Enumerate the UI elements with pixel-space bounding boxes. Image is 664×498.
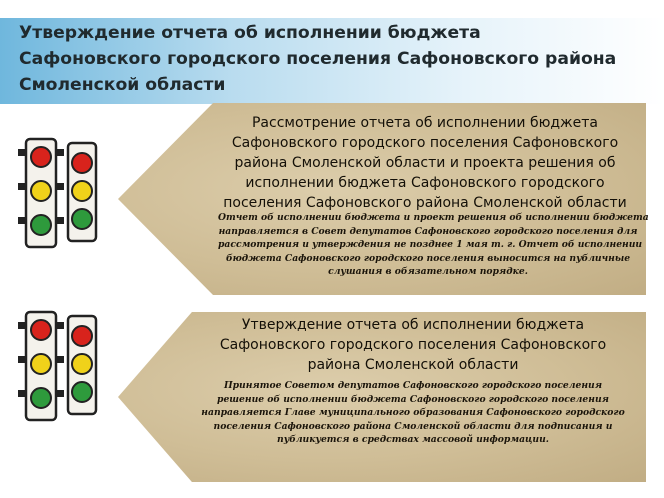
traffic-light-icon	[18, 312, 64, 420]
title-line: Сафоновского городского поселения Сафоновского района	[19, 49, 617, 69]
page-title	[19, 20, 649, 98]
note-line: Отчет об исполнении бюджета и проект решения об исполнении бюджета	[218, 212, 649, 223]
block-note	[218, 211, 649, 279]
note-line: Принятое Советом депутатов Сафоновского городского поселения	[223, 380, 603, 391]
consideration-block	[118, 103, 649, 295]
block-heading	[210, 113, 640, 213]
heading-line: Утверждение отчета об исполнении бюджета	[241, 317, 585, 333]
title-line: Утверждение отчета об исполнении бюджета	[19, 23, 481, 43]
heading-line: исполнении бюджета Сафоновского городского	[245, 175, 605, 191]
traffic-lights-group	[16, 135, 102, 257]
heading-line: района Смоленской области	[307, 357, 519, 373]
note-line: решение об исполнении бюджета Сафоновского городского поселения	[217, 393, 609, 405]
note-line: публикуется в средствах массовой информации.	[277, 434, 549, 445]
pedestrian-light-icon	[68, 143, 96, 241]
note-line: направляется Главе муниципального образования Сафоновского городского	[201, 407, 625, 418]
title-line: Смоленской области	[19, 75, 226, 95]
traffic-light-icon	[18, 139, 64, 247]
note-line: слушания в обязательном порядке.	[328, 266, 528, 277]
heading-line: Сафоновского городского поселения Сафоновского	[231, 135, 619, 151]
heading-line: Рассмотрение отчета об исполнении бюджета	[251, 115, 599, 131]
block-note	[188, 379, 638, 447]
note-line: поселения Сафоновского района Смоленской области для подписания и	[213, 420, 613, 432]
heading-line: Сафоновского городского поселения Сафоновского	[219, 337, 607, 353]
heading-line: района Смоленской области и проекта решения об	[234, 155, 616, 171]
heading-line: поселения Сафоновского района Смоленской области	[223, 195, 627, 211]
approval-block	[118, 312, 646, 482]
pedestrian-light-icon	[68, 316, 96, 414]
note-line: направляется в Совет депутатов Сафоновского городского поселения для	[218, 225, 638, 237]
block-heading	[188, 315, 638, 375]
traffic-lights-group	[16, 308, 102, 430]
note-line: рассмотрения и утверждения не позднее 1 мая т. г. Отчет об исполнении	[218, 239, 643, 250]
note-line: бюджета Сафоновского городского поселения выносится на публичные	[225, 252, 631, 264]
